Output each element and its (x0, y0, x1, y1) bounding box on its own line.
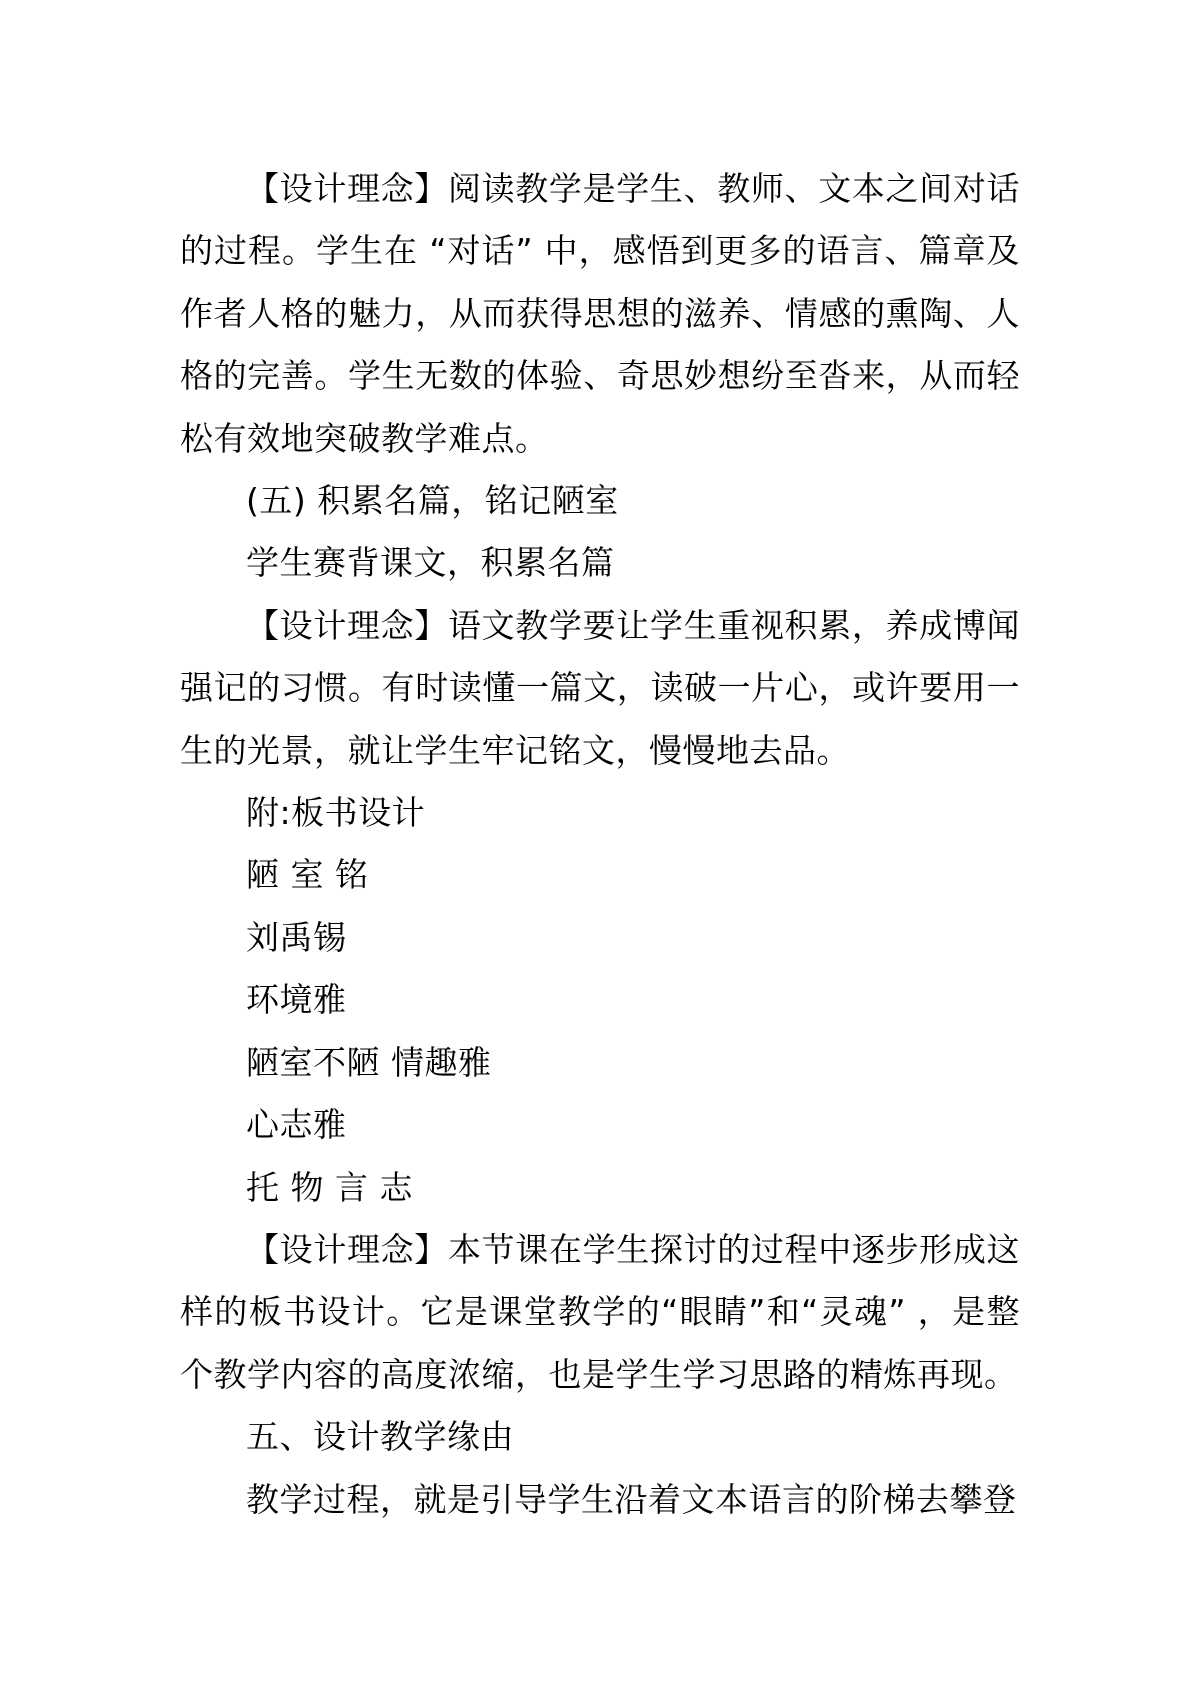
section-heading-accumulate: (五) 积累名篇，铭记陋室 (246, 481, 619, 521)
design-concept-paragraph-accumulation: 【设计理念】语文教学要让学生重视积累，养成博闻强记的习惯。有时读懂一篇文，读破一片心，或许要用一生的光景，就让学生牢记铭文，慢慢地去品。 (180, 605, 1020, 770)
blackboard-theme: 托 物 言 志 (246, 1167, 413, 1207)
blackboard-design-heading: 附:板书设计 (246, 793, 426, 833)
document-body (180, 158, 1020, 1531)
activity-recite-text: 学生赛背课文，积累名篇 (246, 543, 615, 583)
section-heading-rationale: 五、设计教学缘由 (246, 1417, 514, 1457)
blackboard-item-aspiration: 心志雅 (246, 1105, 347, 1145)
blackboard-item-environment: 环境雅 (246, 980, 347, 1020)
blackboard-author: 刘禹锡 (246, 917, 347, 957)
design-concept-paragraph-blackboard: 【设计理念】本节课在学生探讨的过程中逐步形成这样的板书设计。它是课堂教学的“眼睛”和“灵魂” ，是整个教学内容的高度浓缩，也是学生学习思路的精炼再现。 (180, 1229, 1020, 1394)
design-concept-paragraph-dialogue: 【设计理念】阅读教学是学生、教师、文本之间对话的过程。学生在 “对话” 中，感悟到更多的语言、篇章及作者人格的魅力，从而获得思想的滋养、情感的熏陶、人格的完善。学生无数的体验、奇思妙想纷至沓来，从而轻松有效地突破教学难点。 (180, 169, 1020, 458)
rationale-paragraph-start: 教学过程，就是引导学生沿着文本语言的阶梯去攀登 (246, 1479, 1017, 1519)
blackboard-title: 陋 室 铭 (246, 855, 369, 895)
blackboard-item-interest: 陋室不陋 情趣雅 (246, 1042, 492, 1082)
